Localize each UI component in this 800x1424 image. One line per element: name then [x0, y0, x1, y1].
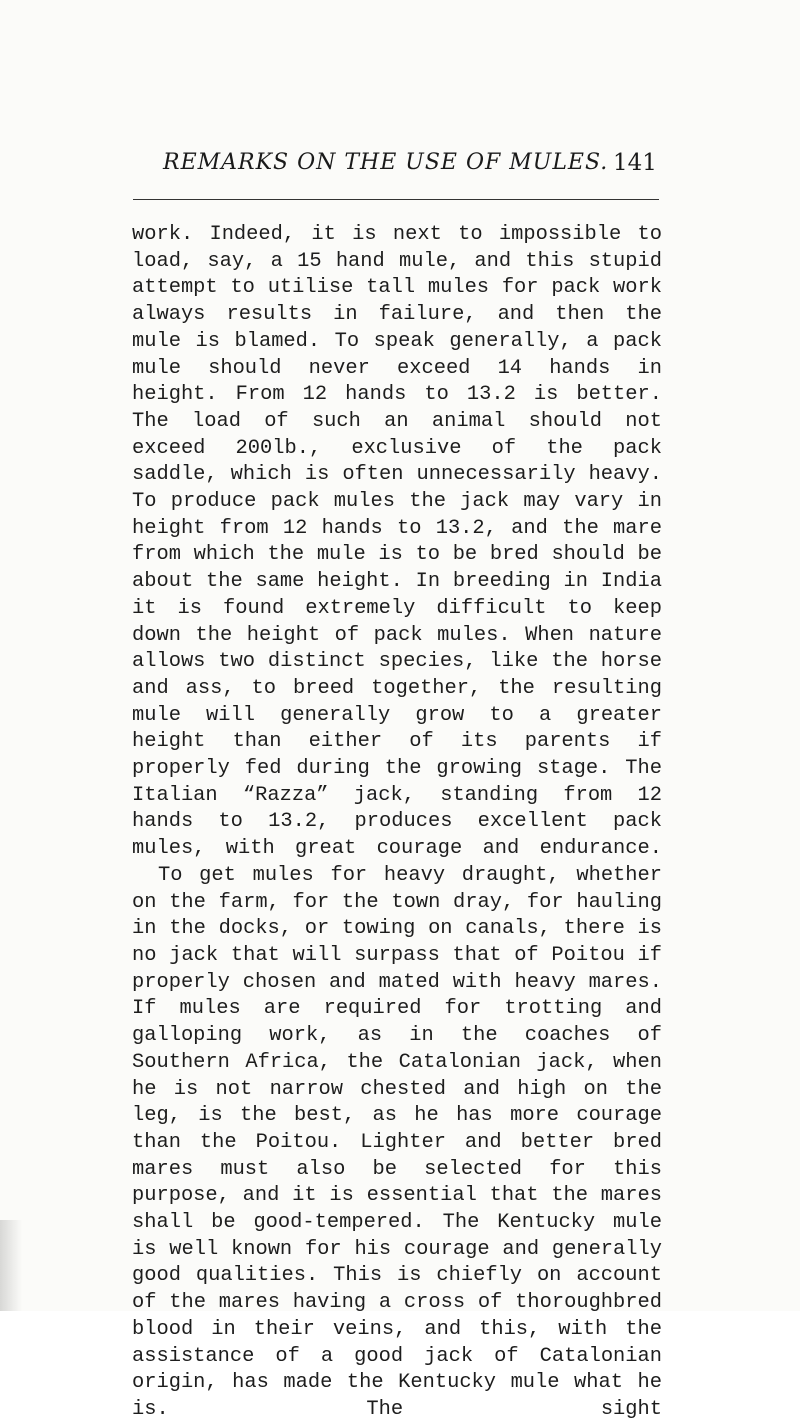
page-edge-shadow — [0, 1220, 22, 1311]
running-title: REMARKS ON THE USE OF MULES. — [163, 150, 609, 175]
paragraph: To get mules for heavy draught, whether on the farm, for the town dray, for hauling in the docks, or towing on canals, there is no jack that will surpass that of Poitou if properly chosen and mated with heavy mares. If mules are required for trotting and galloping work, as in the coaches of Southern Africa, the Catalonian jack, when he is not narrow chested and high on the leg, is the best, as he has more courage than the Poitou. Lighter and better bred mares must also be selected for this purpose, and it is essential that the mares shall be good-tempered. The Kentucky mule is well known for his courage and generally good qualities. This is chiefly on account of the mares having a cross of thoroughbred blood in their veins, and this, with the assistance of a good jack of Catalonian origin, has made the Kentucky mule what he is. The sight — [132, 863, 662, 1421]
page-number: 141 — [613, 150, 657, 176]
paragraph: work. Indeed, it is next to impossible to load, say, a 15 hand mule, and this stupid attempt to utilise tall mules for pack work always results in failure, and then the mule is blamed. To speak generally, a pack mule should never exceed 14 hands in height. From 12 hands to 13.2 is better. The load of such an animal should not exceed 200lb., exclusive of the pack saddle, which is often unnecessarily heavy. To produce pack mules the jack may vary in height from 12 hands to 13.2, and the mare from which the mule is to be bred should be about the same height. In breeding in India it is found extremely difficult to keep down the height of pack mules. When nature allows two distinct species, like the horse and ass, to breed together, the resulting mule will generally grow to a greater height than either of its parents if properly fed during the growing stage. The Italian “Razza” jack, standing from 12 hands to 13.2, produces excellent pack mules, with great courage and endurance. — [132, 223, 662, 861]
header-rule — [133, 199, 659, 200]
body-text — [132, 222, 662, 1424]
page-header — [0, 150, 800, 190]
